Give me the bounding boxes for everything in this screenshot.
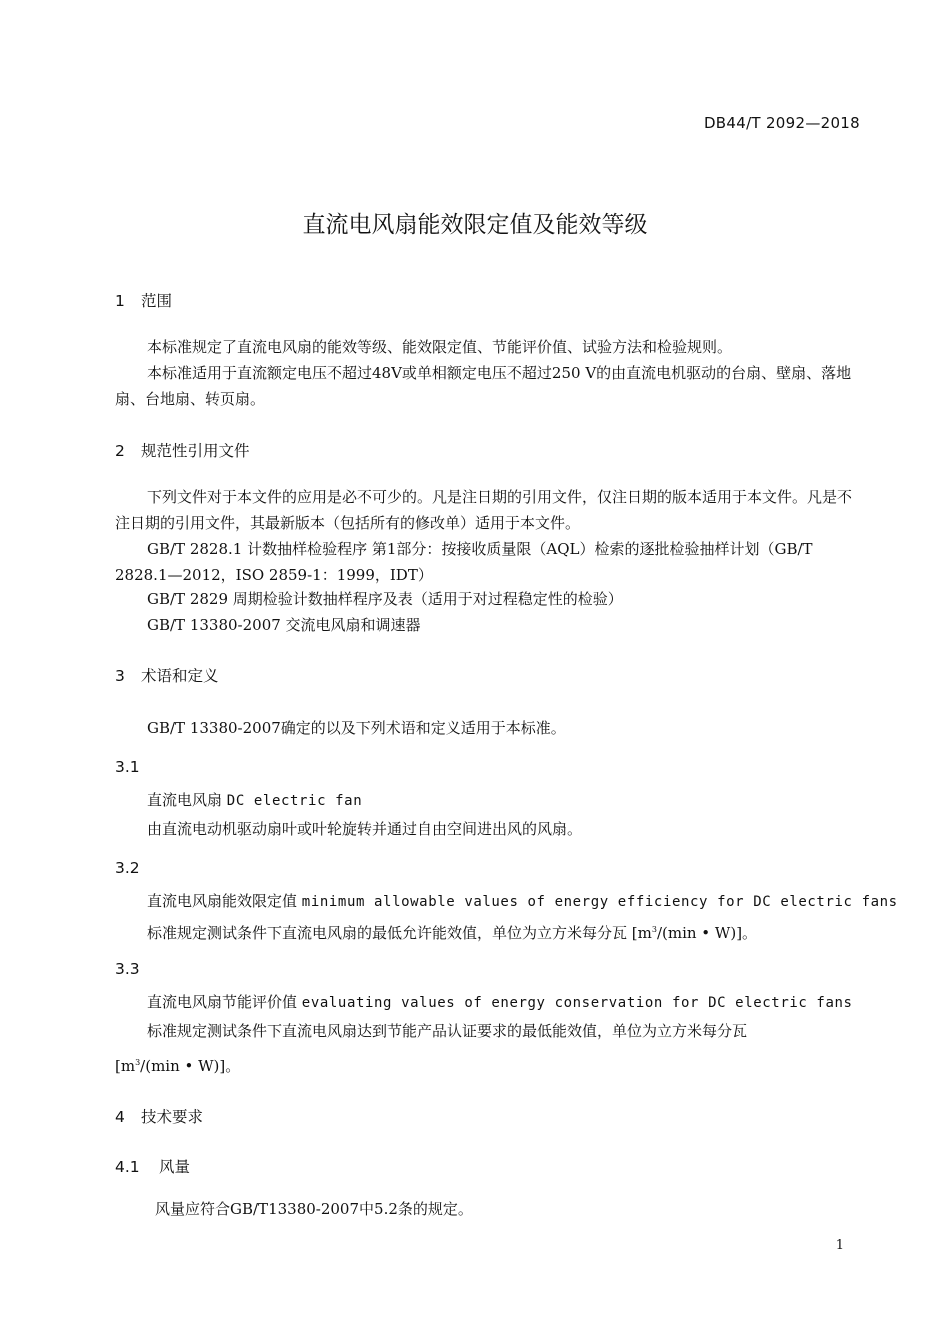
unit-superscript: 3 [651, 925, 657, 934]
term-number: 3.3 [115, 960, 140, 978]
term-number: 3.1 [115, 758, 140, 776]
section-title: 规范性引用文件 [141, 442, 250, 460]
section-number: 4 [115, 1108, 125, 1126]
subsection-title: 风量 [159, 1158, 191, 1176]
term-definition [147, 917, 757, 946]
term-entry [147, 789, 362, 810]
section-2-paragraph-1: 下列文件对于本文件的应用是必不可少的。凡是注日期的引用文件，仅注日期的版本适用于本文件。凡是不注日期的引用文件，其最新版本（包括所有的修改单）适用于本文件。 [115, 488, 853, 532]
section-title: 范围 [141, 292, 173, 310]
unit-tail: /(min • W)]。 [140, 1057, 241, 1075]
section-number: 3 [115, 667, 125, 685]
section-3-heading [115, 664, 219, 686]
term-english: evaluating values of energy conservation for DC electric fans [301, 995, 853, 1011]
term-entry [147, 890, 898, 911]
document-title: 直流电风扇能效限定值及能效等级 [302, 212, 648, 238]
section-3-intro: GB/T 13380-2007确定的以及下列术语和定义适用于本标准。 [147, 719, 566, 737]
term-chinese: 直流电风扇 [147, 791, 223, 809]
section-4-heading [115, 1105, 203, 1127]
unit-superscript: 3 [135, 1058, 141, 1067]
reference-item: GB/T 2829 周期检验计数抽样程序及表（适用于对过程稳定性的检验） [147, 590, 623, 608]
term-chinese: 直流电风扇节能评价值 [147, 993, 298, 1011]
section-1-heading [115, 289, 172, 311]
term-english: minimum allowable values of energy efficiency for DC electric fans [301, 894, 898, 910]
subsection-4-1-heading [115, 1155, 190, 1177]
unit-prefix: [m [115, 1057, 136, 1075]
definition-text: 标准规定测试条件下直流电风扇的最低允许能效值，单位为立方米每分瓦 [m [147, 924, 652, 942]
term-entry [147, 991, 853, 1012]
unit-tail: /(min • W)]。 [656, 924, 758, 942]
standard-code: DB44/T 2092—2018 [703, 114, 860, 132]
section-1-paragraph-1: 本标准规定了直流电风扇的能效等级、能效限定值、节能评价值、试验方法和检验规则。 [147, 338, 733, 356]
term-definition-unit [115, 1050, 240, 1079]
term-definition: 标准规定测试条件下直流电风扇达到节能产品认证要求的最低能效值，单位为立方米每分瓦 [147, 1022, 748, 1040]
term-number: 3.2 [115, 859, 140, 877]
section-2-heading [115, 439, 250, 461]
reference-item: GB/T 13380-2007 交流电风扇和调速器 [147, 616, 421, 634]
section-title: 术语和定义 [141, 667, 219, 685]
term-english: DC electric fan [226, 793, 363, 809]
section-1-paragraph-2: 本标准适用于直流额定电压不超过48V或单相额定电压不超过250 V的由直流电机驱动的台扇、壁扇、落地扇、台地扇、转页扇。 [115, 364, 852, 408]
term-chinese: 直流电风扇能效限定值 [147, 892, 298, 910]
section-number: 1 [115, 292, 125, 310]
subsection-4-1-paragraph: 风量应符合GB/T13380-2007中5.2条的规定。 [155, 1200, 473, 1218]
section-number: 2 [115, 442, 125, 460]
section-title: 技术要求 [141, 1108, 204, 1126]
subsection-number: 4.1 [115, 1158, 140, 1176]
reference-item: GB/T 2828.1 计数抽样检验程序 第1部分：按接收质量限（AQL）检索的逐批检验抽样计划（GB/T 2828.1—2012，ISO 2859-1：1999，IDT） [115, 540, 813, 584]
page-number: 1 [835, 1238, 844, 1253]
term-definition: 由直流电动机驱动扇叶或叶轮旋转并通过自由空间进出风的风扇。 [147, 820, 583, 838]
